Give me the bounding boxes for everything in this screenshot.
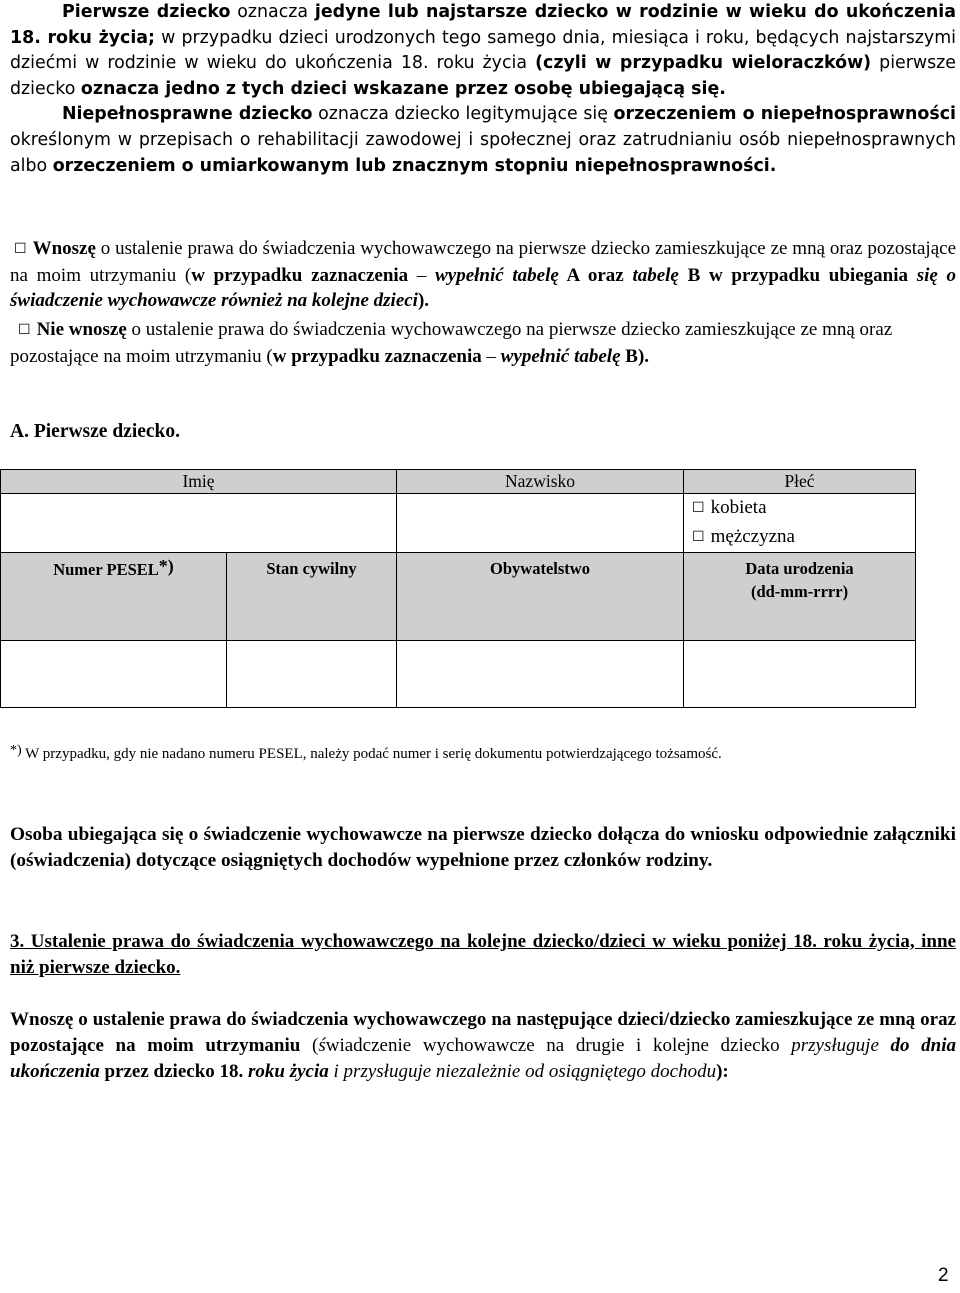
sex-option-male[interactable]: ☐ mężczyzna — [692, 526, 795, 547]
first-name-cell[interactable] — [1, 494, 397, 553]
option-not-apply: ☐ Nie wnoszę o ustalenie prawa do świadczenia wychowawczego na pierwsze dziecko zamieszkujące ze mną oraz pozostające na moim utrzymaniu (w przypadku zaznaczenia – wypełnić tabelę B). — [10, 319, 893, 367]
attachments-note: Osoba ubiegająca się o świadczenie wychowawcze na pierwsze dziecko dołącza do wniosku odpowiednie załączniki (oświadczenia) dotyczące osiągniętych dochodów wypełnione przez członków rodziny. — [10, 824, 956, 871]
definition-first-child: Pierwsze dziecko oznacza jedyne lub najstarsze dziecko w rodzinie w wieku do ukończenia 18. roku życia; w przypadku dzieci urodzonych tego samego dnia, miesiąca i roku, będących najstarszymi dziećmi w rodzinie w wieku do ukończenia 18. roku życia (czyli w przypadku wieloraczków) pierwsze dziecko oznacza jedno z tych dzieci wskazane przez osobę ubiegającą się. — [10, 2, 956, 99]
sex-cell — [684, 494, 916, 553]
citizenship-cell[interactable] — [397, 641, 684, 708]
section-3-title: 3. Ustalenie prawa do świadczenia wychowawczego na kolejne dziecko/dzieci w wieku poniżej 18. roku życia, inne niż pierwsze dziecko. — [10, 931, 956, 978]
footnote: *) W przypadku, gdy nie nadano numeru PESEL, należy podać numer i serię dokumentu potwierdzającego tożsamość. — [10, 743, 722, 762]
definitions-block — [10, 0, 956, 179]
option-apply: ☐ Wnoszę o ustalenie prawa do świadczenia wychowawczego na pierwsze dziecko zamieszkujące ze mną oraz pozostające na moim utrzymaniu (w przypadku zaznaczenia – wypełnić tabelę A oraz tabelę B w przypadku ubiegania się o świadczenie wychowawcze również na kolejne dzieci). — [10, 238, 956, 311]
definition-disabled-child: Niepełnosprawne dziecko oznacza dziecko legitymujące się orzeczeniem o niepełnosprawności określonym w przepisach o rehabilitacji zawodowej i społecznej oraz zatrudnianiu osób niepełnosprawnych albo orzeczeniem o umiarkowanym lub znacznym stopniu niepełnosprawności. — [10, 104, 956, 176]
header-last-name: Nazwisko — [397, 470, 684, 494]
term-disabled-child: Niepełnosprawne dziecko — [62, 104, 313, 125]
header-pesel: Numer PESEL*) — [1, 553, 227, 641]
marital-status-cell[interactable] — [227, 641, 397, 708]
birth-date-cell[interactable] — [684, 641, 916, 708]
checkbox-not-apply[interactable]: ☐ — [18, 322, 31, 338]
header-first-name: Imię — [1, 470, 397, 494]
checkbox-male[interactable]: ☐ — [692, 529, 705, 545]
header-sex: Płeć — [684, 470, 916, 494]
page-number: 2 — [938, 1265, 949, 1286]
last-name-cell[interactable] — [397, 494, 684, 553]
pesel-cell[interactable] — [1, 641, 227, 708]
sex-option-female[interactable]: ☐ kobieta — [692, 497, 767, 518]
first-child-table — [0, 469, 916, 708]
application-options — [10, 236, 956, 369]
term-first-child: Pierwsze dziecko — [62, 2, 231, 22]
header-marital-status: Stan cywilny — [227, 553, 397, 641]
checkbox-female[interactable]: ☐ — [692, 500, 705, 516]
final-paragraph: Wnoszę o ustalenie prawa do świadczenia wychowawczego na następujące dzieci/dziecko zamieszkujące ze mną oraz pozostające na moim utrzymaniu (świadczenie wychowawcze na drugie i kolejne dziecko przysługuje do dnia ukończenia przez dziecko 18. roku życia i przysługuje niezależnie od osiągniętego dochodu): — [10, 1009, 957, 1082]
header-citizenship: Obywatelstwo — [397, 553, 684, 641]
section-a-title: A. Pierwsze dziecko. — [10, 421, 181, 442]
checkbox-apply[interactable]: ☐ — [14, 241, 27, 257]
header-birth-date: Data urodzenia (dd-mm-rrrr) — [684, 553, 916, 641]
